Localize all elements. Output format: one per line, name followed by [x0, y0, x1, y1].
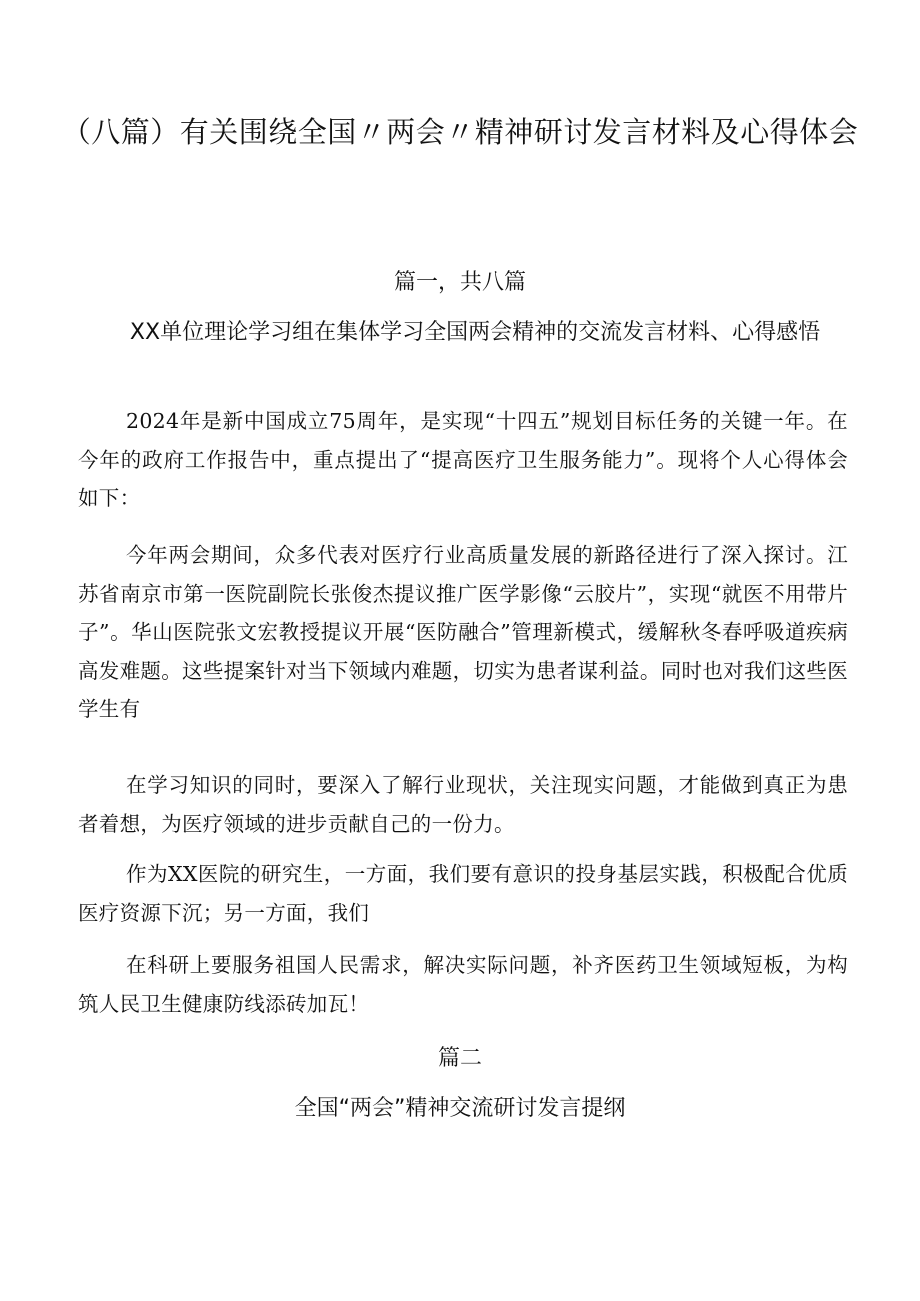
part1-subtitle: XX单位理论学习组在集体学习全国两会精神的交流发言材料、心得感悟	[129, 320, 821, 345]
part1-heading: 篇一，共八篇	[393, 270, 526, 295]
part2-subtitle: 全国“两会”精神交流研讨发言提纲	[294, 1096, 626, 1121]
part2-heading: 篇二	[437, 1046, 482, 1071]
document-title: （八篇）有关围绕全国〃两会〃精神研讨发言材料及心得体会	[61, 115, 859, 149]
part1-paragraph-2: 今年两会期间，众多代表对医疗行业高质量发展的新路径进行了深入探讨。江苏省南京市第一医院副院长张俊杰提议推广医学影像“云胶片”，实现“就医不用带片子”。华山医院张文宏教授提议开展“医防融合”管理新模式，缓解秋冬春呼吸道疾病高发难题。这些提案针对当下领域内难题，切实为患者谋利益。同时也对我们这些医学生有	[78, 543, 848, 721]
part1-paragraph-4: 作为XX医院的研究生，一方面，我们要有意识的投身基层实践，积极配合优质医疗资源下沉；另一方面，我们	[78, 862, 848, 925]
part1-paragraph-3: 在学习知识的同时，要深入了解行业现状，关注现实问题，才能做到真正为患者着想，为医疗领域的进步贡献自己的一份力。	[78, 773, 848, 836]
part1-paragraph-5: 在科研上要服务祖国人民需求，解决实际问题，补齐医药卫生领域短板，为构筑人民卫生健康防线添砖加瓦！	[78, 953, 848, 1016]
part1-paragraph-1: 2024年是新中国成立75周年，是实现“十四五”规划目标任务的关键一年。在今年的政府工作报告中，重点提出了“提高医疗卫生服务能力”。现将个人心得体会如下：	[78, 409, 848, 510]
